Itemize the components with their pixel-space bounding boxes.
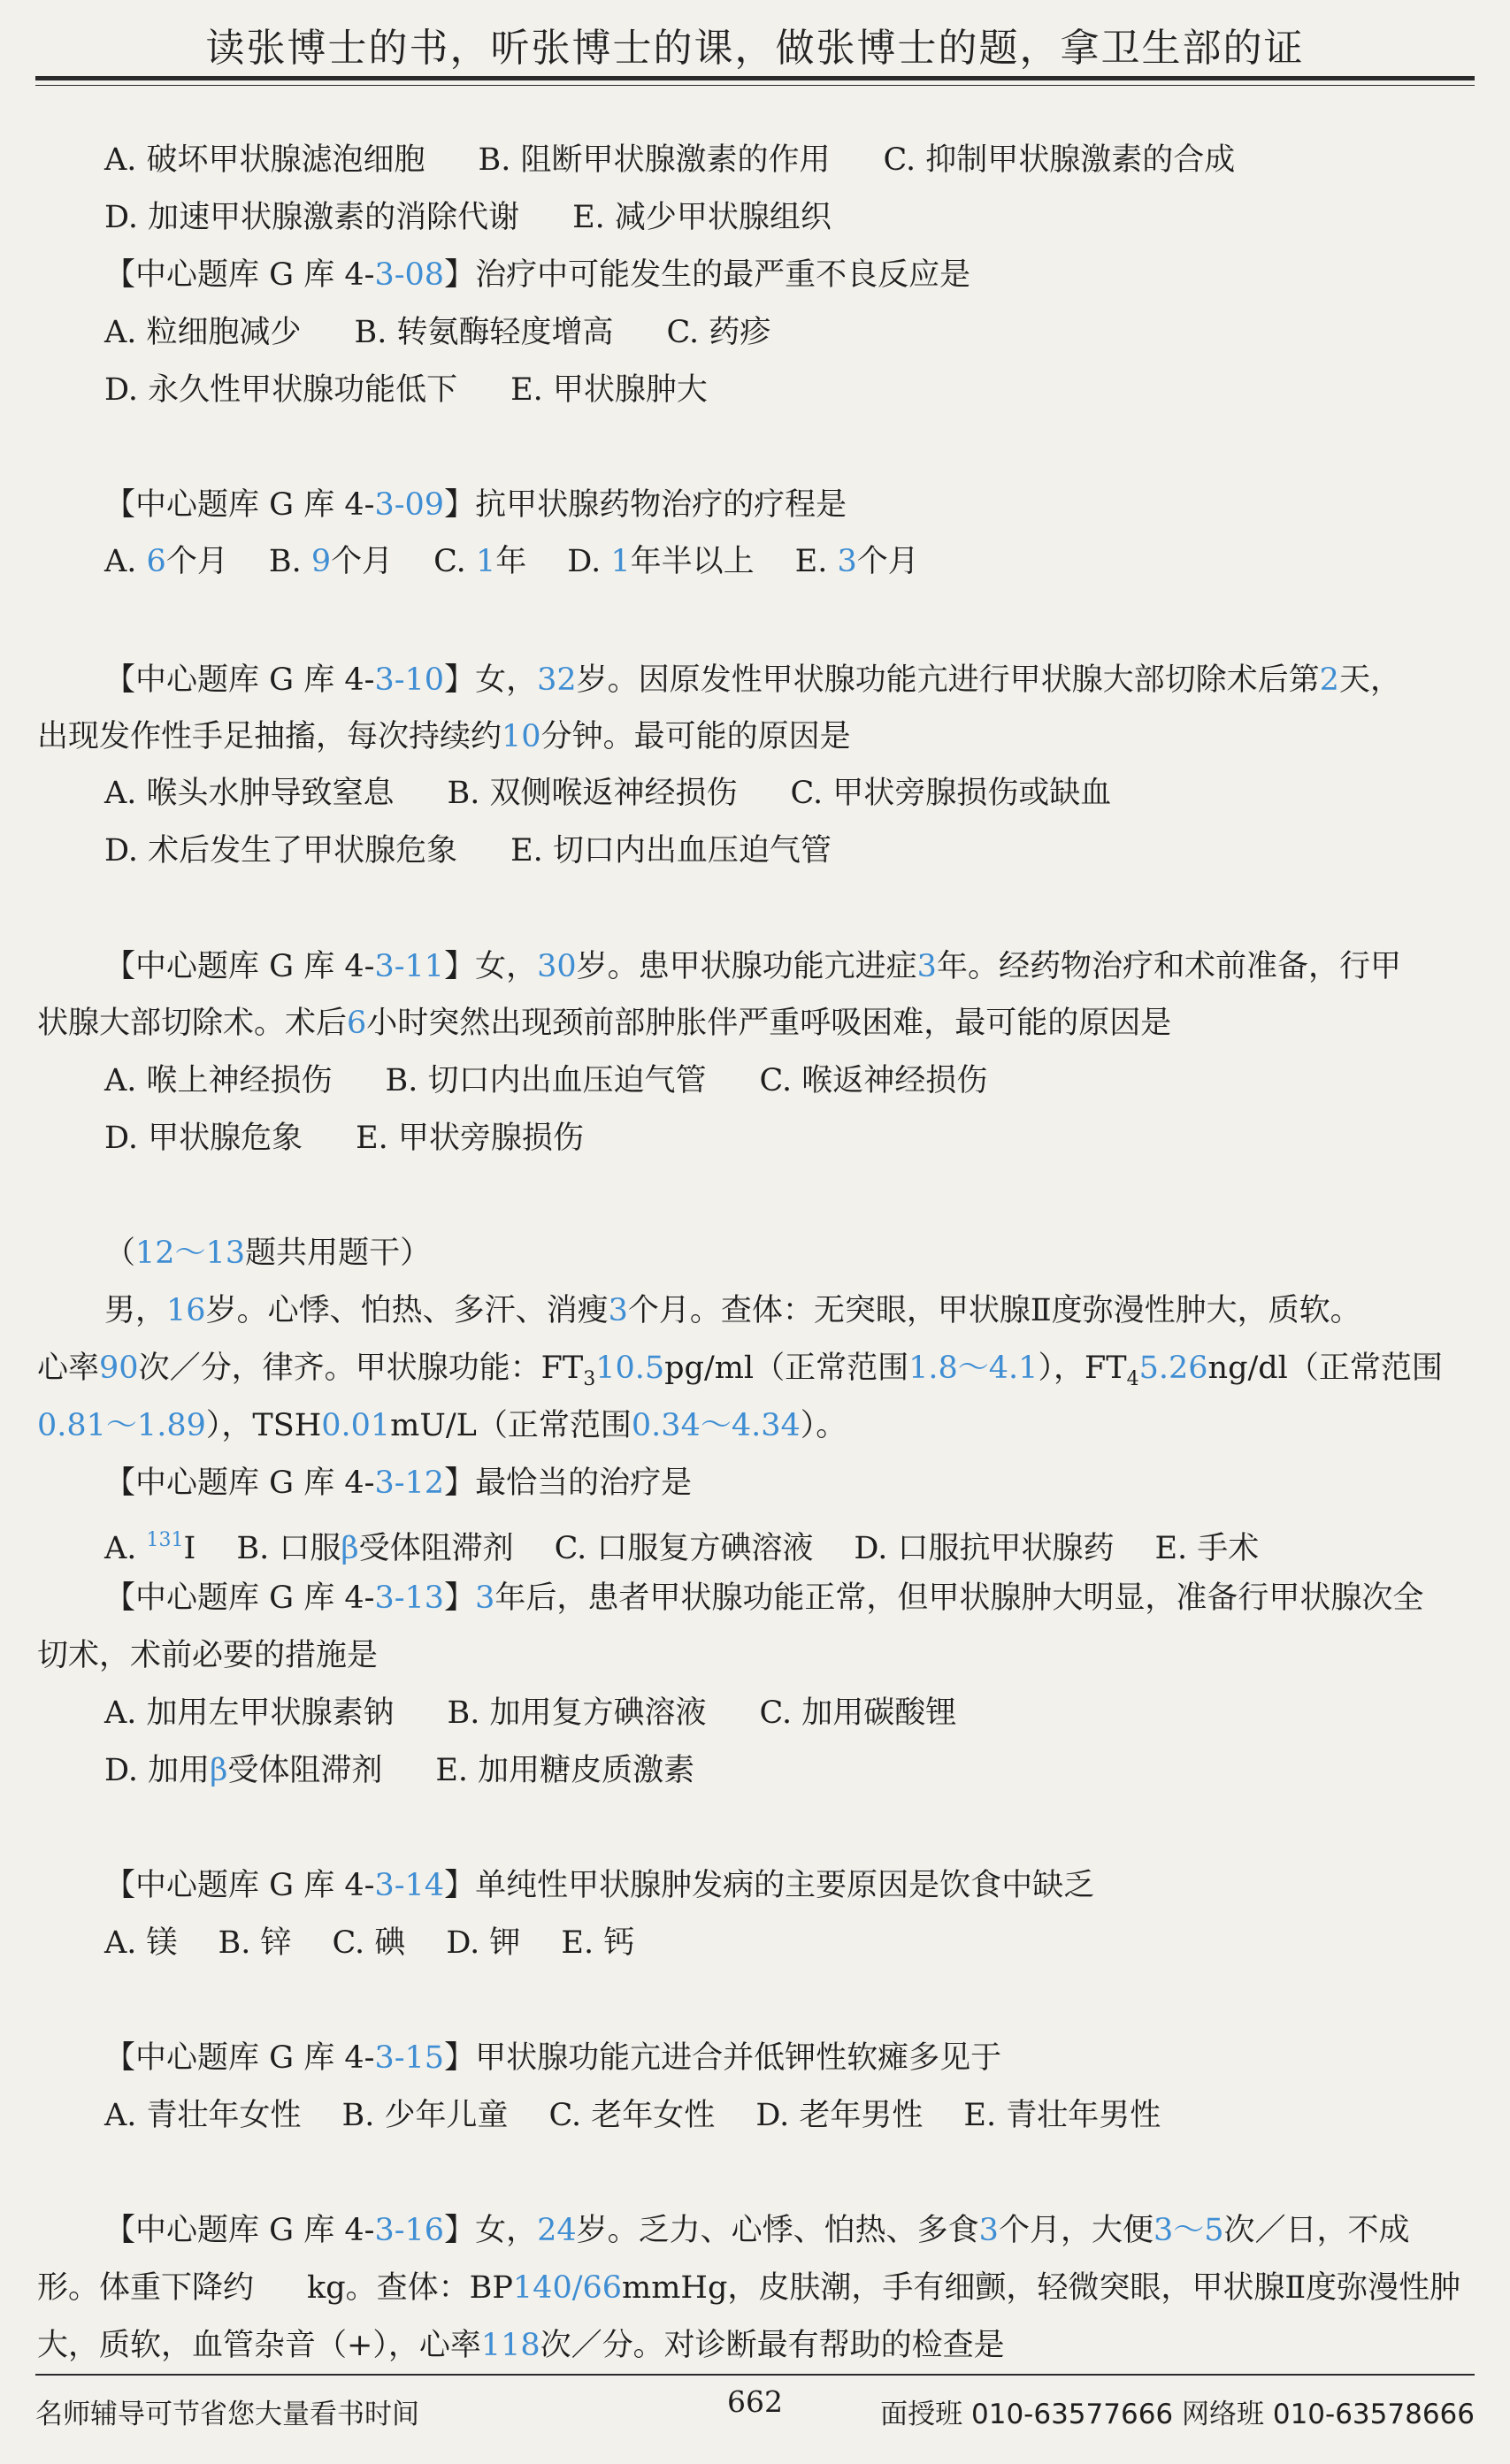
question-text: 】抗甲状腺药物治疗的疗程是	[444, 487, 847, 523]
question-number: 3-12	[374, 1465, 445, 1501]
footer-tagline: 名师辅导可节省您大量看书时间	[35, 2399, 419, 2430]
option-c: C. 抑制甲状腺激素的合成	[883, 142, 1236, 178]
question-11-stem-line-2: 状腺大部切除术。术后6小时突然出现颈前部肿胀伴严重呼吸困难，最可能的原因是	[37, 1006, 1172, 1041]
question-10-stem-line-1: 【中心题库 G 库 4-3-10】女，32岁。因原发性甲状腺功能亢进行甲状腺大部切除术后第2天，	[104, 662, 1401, 698]
header-rule-thick	[35, 76, 1475, 80]
option-a: A. 镁	[104, 1925, 178, 1961]
question-number: 3-09	[374, 487, 445, 523]
option-a: A. 粒细胞减少	[104, 315, 302, 350]
option-c: C. 加用碳酸锂	[759, 1695, 957, 1731]
option-d: D. 永久性甲状腺功能低下	[104, 372, 458, 408]
shared-stem-line-2: 心率90次／分，律齐。甲状腺功能：$FT_310.5pg/ml$（正常范围1.8～4.1），$FT_45.26ng/dl$（正常范围	[37, 1351, 1443, 1390]
question-14-options	[104, 1923, 1475, 1963]
question-number: 3-11	[374, 949, 445, 984]
page-number: 662	[727, 2384, 783, 2419]
option-e: E. 钙	[561, 1925, 635, 1961]
question-09-options	[104, 541, 1475, 582]
option-e: E. 甲状旁腺损伤	[356, 1121, 584, 1156]
option-a: A. 破坏甲状腺滤泡细胞	[104, 142, 425, 178]
option-b: B. 锌	[218, 1925, 292, 1961]
option-b: B. 少年儿童	[341, 2098, 509, 2133]
question-10-options-row-1	[104, 773, 1475, 814]
option-d: D. 甲状腺危象	[104, 1121, 303, 1156]
question-number: 3-14	[374, 1868, 445, 1903]
question-11-options-row-1	[104, 1060, 1475, 1101]
question-16-stem-line-1: 【中心题库 G 库 4-3-16】女，24岁。乏力、心悸、怕热、多食3个月，大便3～5次／日，不成	[104, 2213, 1410, 2248]
question-number: 3-10	[374, 662, 445, 698]
question-13-options-row-1	[104, 1693, 1475, 1733]
footer-contact: 面授班 010-63577666 网络班 010-63578666	[880, 2399, 1475, 2430]
option-e: E. 加用糖皮质激素	[435, 1753, 695, 1788]
option-d: D. 口服抗甲状腺药	[854, 1531, 1115, 1566]
question-13-stem-line-2: 切术，术前必要的措施是	[37, 1638, 379, 1673]
option-d: D. 术后发生了甲状腺危象	[104, 833, 458, 869]
question-08-stem	[104, 255, 1475, 295]
question-source: 【中心题库 G 库 4-	[104, 487, 375, 523]
option-d: D. 老年男性	[755, 2098, 924, 2133]
question-10-stem-line-2: 出现发作性手足抽搐，每次持续约10分钟。最可能的原因是	[37, 719, 851, 754]
option-d: D. 1年半以上	[567, 544, 755, 579]
question-09-stem	[104, 485, 1475, 525]
question-16-stem-line-2: 形。体重下降约 kg。查体：BP140/66mmHg，皮肤潮，手有细颤，轻微突眼，甲状腺Ⅱ度弥漫性肿	[37, 2270, 1461, 2306]
option-d: D. 加速甲状腺激素的消除代谢	[104, 200, 520, 235]
question-text: 】治疗中可能发生的最严重不良反应是	[444, 257, 971, 293]
question-15-options	[104, 2095, 1475, 2136]
option-a: A. 加用左甲状腺素钠	[104, 1695, 395, 1731]
option-a: A. 青壮年女性	[104, 2098, 302, 2133]
option-a: A. 6个月	[104, 544, 228, 579]
question-12-stem: 【中心题库 G 库 4-3-12】最恰当的治疗是	[104, 1465, 693, 1501]
option-b: B. 转氨酶轻度增高	[354, 315, 614, 350]
option-b: B. 口服β受体阻滞剂	[236, 1531, 514, 1566]
option-c: C. 碘	[332, 1925, 406, 1961]
question-11-stem-line-1: 【中心题库 G 库 4-3-11】女，30岁。患甲状腺功能亢进症3年。经药物治疗和术前准备，行甲	[104, 949, 1401, 984]
option-c: C. 药疹	[666, 315, 771, 350]
option-c: C. 甲状旁腺损伤或缺血	[790, 776, 1112, 811]
question-12-options	[104, 1520, 1475, 1569]
option-d: D. 加用β受体阻滞剂	[104, 1753, 383, 1788]
option-b: B. 加用复方碘溶液	[447, 1695, 707, 1731]
page-footer	[35, 2374, 1475, 2437]
question-number: 3-08	[374, 257, 445, 293]
question-08-options-row-2	[104, 370, 1475, 410]
question-07-options-row-1	[104, 140, 1475, 180]
option-b: B. 阻断甲状腺激素的作用	[478, 142, 831, 178]
page-header	[0, 0, 1510, 84]
option-b: B. 9个月	[268, 544, 394, 579]
header-rule-thin	[35, 85, 1475, 86]
question-13-options-row-2	[104, 1750, 1475, 1791]
question-number: 3-16	[374, 2213, 445, 2248]
option-b: B. 双侧喉返神经损伤	[447, 776, 738, 811]
question-07-options-row-2	[104, 197, 1475, 238]
question-15-stem: 【中心题库 G 库 4-3-15】甲状腺功能亢进合并低钾性软瘫多见于	[104, 2040, 1002, 2076]
option-e: E. 切口内出血压迫气管	[510, 833, 832, 869]
shared-stem-heading: （12～13题共用题干）	[104, 1236, 432, 1271]
option-e: E. 青壮年男性	[963, 2098, 1161, 2133]
option-a: A. 喉头水肿导致窒息	[104, 776, 395, 811]
option-e: E. 甲状腺肿大	[510, 372, 708, 408]
question-16-stem-line-3: 大，质软，血管杂音（+），心率118次／分。对诊断最有帮助的检查是	[37, 2328, 1005, 2363]
option-a: A. $^{131}$I	[104, 1529, 196, 1566]
question-source: 【中心题库 G 库 4-	[104, 257, 375, 293]
option-e: E. 减少甲状腺组织	[572, 200, 832, 235]
question-number: 3-13	[374, 1580, 445, 1616]
header-slogan: 读张博士的书，听张博士的课，做张博士的题，拿卫生部的证	[205, 26, 1305, 71]
question-14-stem: 【中心题库 G 库 4-3-14】单纯性甲状腺肿发病的主要原因是饮食中缺乏	[104, 1868, 1095, 1903]
option-c: C. 1年	[433, 544, 527, 579]
option-c: C. 喉返神经损伤	[759, 1063, 988, 1098]
shared-stem-line-3: 0.81～1.89），TSH0.01mU/L（正常范围0.34～4.34）。	[37, 1408, 847, 1443]
option-e: E. 手术	[1154, 1531, 1260, 1566]
option-a: A. 喉上神经损伤	[104, 1063, 333, 1098]
shared-stem-line-1: 男，16岁。心悸、怕热、多汗、消瘦3个月。查体：无突眼，甲状腺Ⅱ度弥漫性肿大，质软。	[104, 1293, 1361, 1328]
option-c: C. 口服复方碘溶液	[554, 1531, 814, 1566]
question-13-stem-line-1: 【中心题库 G 库 4-3-13】3年后，患者甲状腺功能正常，但甲状腺肿大明显，准备行甲状腺次全	[104, 1580, 1424, 1616]
question-11-options-row-2	[104, 1118, 1475, 1159]
option-b: B. 切口内出血压迫气管	[385, 1063, 707, 1098]
question-10-options-row-2	[104, 830, 1475, 871]
option-c: C. 老年女性	[548, 2098, 716, 2133]
question-08-options-row-1	[104, 312, 1475, 353]
option-d: D. 钾	[446, 1925, 521, 1961]
option-e: E. 3个月	[794, 544, 919, 579]
question-number: 3-15	[374, 2040, 445, 2076]
